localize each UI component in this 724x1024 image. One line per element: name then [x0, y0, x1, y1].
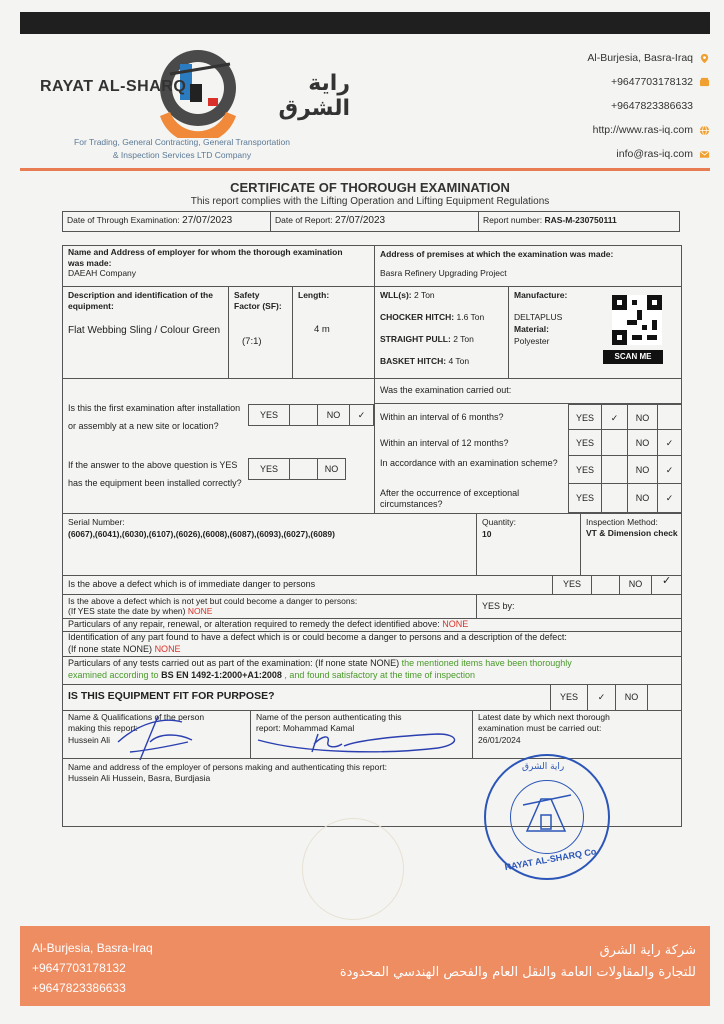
employer-label: Name and Address of employer for whom the thorough examination was made: — [68, 247, 343, 268]
fit-no[interactable]: NO — [616, 684, 648, 710]
divider — [62, 286, 682, 287]
repair-value: NONE — [442, 619, 469, 629]
not-yet-question: Is the above a defect which is not yet but could become a danger to persons: — [68, 596, 358, 606]
quantity-value: 10 — [482, 529, 492, 539]
divider — [374, 245, 375, 378]
contact-email-text[interactable]: info@ras-iq.com — [616, 148, 693, 160]
employer-persons-label: Name and address of the employer of persons making and authenticating this report: — [68, 762, 387, 772]
manufacture-label: Manufacture: — [514, 290, 568, 300]
serial-value: (6067),(6041),(6030),(6107),(6026),(6008),(6087),(6093),(6027),(6089) — [68, 529, 335, 539]
serial-label: Serial Number: — [68, 517, 125, 527]
length-label: Length: — [298, 290, 330, 300]
telephone-icon — [699, 77, 710, 88]
divider — [62, 710, 682, 711]
tests-value-3: , and found satisfactory at the time of inspection — [284, 670, 476, 680]
report-number-value: RAS-M-230750111 — [544, 215, 617, 225]
premises-value: Basra Refinery Upgrading Project — [380, 268, 507, 278]
tests-value-2: examined according to — [68, 670, 159, 680]
repair-row — [68, 619, 468, 630]
identification-value: NONE — [154, 644, 181, 654]
exam-date-value: 27/07/2023 — [182, 215, 233, 226]
divider — [476, 594, 477, 618]
basket-label: BASKET HITCH: — [380, 356, 447, 366]
first-exam-check[interactable]: ✓ — [350, 404, 374, 426]
contact-phone-1-text: +9647703178132 — [610, 76, 693, 88]
certificate-subtitle: This report complies with the Lifting Operation and Lifting Equipment Regulations — [190, 196, 550, 207]
wll-label: WLL(s): — [380, 290, 412, 300]
not-yet-answer — [68, 606, 212, 617]
report-number-label: Report number: — [483, 215, 543, 225]
yes-by-label: YES by: — [482, 601, 515, 611]
fit-yes[interactable]: YES — [550, 684, 588, 710]
divider — [508, 286, 509, 378]
basket-value: 4 Ton — [448, 356, 470, 366]
safety-factor-label: Safety Factor (SF): — [234, 290, 282, 311]
authenticator-label-2: report: — [256, 723, 281, 733]
danger-spacer — [592, 575, 620, 594]
scheme-spacer — [602, 456, 628, 484]
installed-no[interactable]: NO — [318, 458, 346, 480]
divider — [228, 286, 229, 378]
identification-question: Identification of any part found to have a defect which is or could become a danger to persons and a description of the defect: — [68, 632, 567, 642]
logo-text-ar: راية الشرق — [278, 71, 350, 121]
installed-spacer — [290, 458, 318, 480]
scan-me-label: SCAN ME — [603, 350, 663, 364]
inspector-label-2: making this report: — [68, 723, 138, 733]
exam-date-cell — [63, 212, 271, 231]
straight-row — [380, 334, 474, 345]
envelope-icon — [699, 149, 710, 160]
divider — [292, 286, 293, 378]
divider — [472, 710, 473, 758]
scheme-question: In accordance with an examination scheme? — [380, 458, 558, 468]
identification-question-2: (If none state NONE) — [68, 644, 153, 654]
certificate-header-row — [62, 211, 680, 232]
company-tagline — [22, 136, 342, 162]
wll-value: 2 Ton — [414, 290, 435, 300]
certificate-title: CERTIFICATE OF THOROUGH EXAMINATION — [230, 180, 510, 195]
exceptional-spacer — [602, 484, 628, 513]
exceptional-question: After the occurrence of exceptional circumstances? — [380, 488, 520, 509]
contact-email[interactable] — [587, 142, 710, 166]
globe-icon — [699, 125, 710, 136]
inspection-label: Inspection Method: — [586, 517, 658, 527]
stamp-inner-ring — [510, 780, 584, 854]
wll-row — [380, 290, 435, 301]
repair-question: Particulars of any repair, renewal, or alteration required to remedy the defect identified above: — [68, 619, 440, 629]
inspection-value: VT & Dimension check — [586, 528, 678, 538]
contact-phone-2-text: +9647823386633 — [610, 100, 693, 112]
first-exam-no[interactable]: NO — [318, 404, 350, 426]
danger-question: Is the above a defect which is of immediate danger to persons — [68, 579, 316, 589]
logo-text-en: RAYAT AL-SHARQ — [40, 78, 187, 95]
six-months-check[interactable]: ✓ — [602, 404, 628, 430]
divider — [374, 378, 375, 513]
installed-question: If the answer to the above question is YES has the equipment been installed correctly? — [68, 460, 242, 488]
tagline-line-2: & Inspection Services LTD Company — [112, 150, 252, 160]
contact-phone-2 — [587, 94, 710, 118]
tests-standard: BS EN 1492-1:2000+A1:2008 — [161, 670, 282, 680]
stamp-text: RAYAT AL-SHARQ Co. — [503, 845, 600, 873]
six-months-question: Within an interval of 6 months? — [380, 412, 504, 422]
fit-for-purpose-question: IS THIS EQUIPMENT FIT FOR PURPOSE? — [68, 690, 275, 702]
exam-carried-out-label: Was the examination carried out: — [380, 385, 512, 395]
danger-check[interactable]: ✓ — [662, 575, 672, 587]
straight-label: STRAIGHT PULL: — [380, 334, 451, 344]
material-value: Polyester — [514, 336, 550, 346]
identification-answer — [68, 644, 181, 655]
exceptional-check[interactable]: ✓ — [658, 484, 682, 513]
company-stamp — [484, 754, 610, 880]
basket-row — [380, 356, 469, 367]
divider — [62, 378, 682, 379]
inspector-value: Hussein Ali — [68, 735, 111, 745]
footer-band — [20, 926, 710, 1006]
equipment-value: Flat Webbing Sling / Colour Green — [68, 325, 221, 336]
tests-question: Particulars of any tests carried out as part of the examination: (If none state NONE) — [68, 658, 400, 668]
footer-address: Al-Burjesia, Basra-Iraq — [32, 941, 153, 955]
top-bar — [20, 12, 710, 34]
exceptional-no[interactable]: NO — [628, 484, 658, 513]
divider — [62, 656, 682, 657]
six-months-no[interactable]: NO — [628, 404, 658, 430]
straight-value: 2 Ton — [453, 334, 474, 344]
footer-company-name-ar: شركة راية الشرق — [599, 943, 696, 958]
safety-factor-value: (7:1) — [242, 336, 262, 347]
manufacture-value: DELTAPLUS — [514, 312, 563, 322]
footer-phone-2: +9647823386633 — [32, 981, 126, 995]
tagline-line-1: For Trading, General Contracting, General Transportation — [74, 137, 290, 147]
footer-company-ar — [340, 940, 696, 984]
employer-persons-value: Hussein Ali Hussein, Basra, Burdjasia — [68, 773, 211, 783]
contact-website[interactable] — [587, 118, 710, 142]
authenticator-signature-icon — [248, 716, 468, 760]
divider — [62, 594, 682, 595]
next-exam-label-1: Latest date by which next thorough — [478, 712, 610, 722]
exam-date-label: Date of Through Examination: — [67, 215, 180, 225]
first-exam-question: Is this the first examination after installation or assembly at a new site or location? — [68, 403, 241, 431]
location-pin-icon — [699, 53, 710, 64]
six-months-yes[interactable]: YES — [568, 404, 602, 430]
twelve-months-no[interactable]: NO — [628, 430, 658, 456]
first-exam-spacer — [290, 404, 318, 426]
premises-label: Address of premises at which the examination was made: — [380, 249, 614, 259]
choker-label: CHOCKER HITCH: — [380, 312, 455, 322]
danger-yes[interactable]: YES — [552, 575, 592, 594]
twelve-months-question: Within an interval of 12 months? — [380, 438, 509, 448]
twelve-months-check[interactable]: ✓ — [658, 430, 682, 456]
six-months-spacer — [658, 404, 682, 430]
qr-code-icon[interactable] — [612, 295, 662, 345]
contact-phone-1 — [587, 70, 710, 94]
installed-yes[interactable]: YES — [248, 458, 290, 480]
authenticator-label-1: Name of the person authenticating this — [256, 712, 402, 722]
divider — [476, 513, 477, 575]
report-number-cell — [479, 212, 679, 231]
quantity-label: Quantity: — [482, 517, 517, 527]
twelve-months-yes[interactable]: YES — [568, 430, 602, 456]
next-exam-label-2: examination must be carried out: — [478, 723, 602, 733]
twelve-months-spacer — [602, 430, 628, 456]
inspector-label-1: Name & Qualifications of the person — [68, 712, 205, 722]
contact-address — [587, 46, 710, 70]
footer-contact — [32, 938, 153, 998]
length-value: 4 m — [314, 324, 330, 335]
divider — [62, 758, 682, 759]
material-label: Material: — [514, 324, 549, 334]
report-date-label: Date of Report: — [275, 215, 333, 225]
stamp-emblem-icon — [511, 781, 583, 853]
header-divider — [20, 168, 710, 171]
choker-value: 1.6 Ton — [456, 312, 485, 322]
equipment-label: Description and identification of the equipment: — [68, 290, 213, 311]
scheme-yes[interactable]: YES — [568, 456, 602, 484]
divider — [580, 513, 581, 575]
choker-row — [380, 312, 484, 323]
stamp-arabic-text: راية الشرق — [522, 762, 565, 772]
not-yet-value: NONE — [187, 606, 213, 616]
report-date-value: 27/07/2023 — [335, 215, 386, 226]
authenticator-value: Mohammad Kamal — [282, 723, 355, 733]
tests-value-1: the mentioned items have been thoroughly — [401, 658, 572, 668]
footer-phone-1: +9647703178132 — [32, 961, 126, 975]
not-yet-question-2: (If YES state the date by when) — [68, 606, 186, 616]
tests-row-2 — [68, 670, 475, 681]
report-date-cell — [271, 212, 479, 231]
exceptional-yes[interactable]: YES — [568, 484, 602, 513]
fit-check[interactable]: ✓ — [588, 684, 616, 710]
scheme-no[interactable]: NO — [628, 456, 658, 484]
company-logo — [30, 38, 350, 138]
contact-address-text: Al-Burjesia, Basra-Iraq — [587, 52, 693, 64]
scheme-check[interactable]: ✓ — [658, 456, 682, 484]
next-exam-value: 26/01/2024 — [478, 735, 521, 745]
first-exam-yes[interactable]: YES — [248, 404, 290, 426]
contact-block — [587, 46, 710, 166]
divider — [62, 513, 682, 514]
tests-row-1 — [68, 658, 572, 669]
faint-stamp-mark — [302, 818, 404, 920]
employer-value: DAEAH Company — [68, 268, 137, 278]
danger-no[interactable]: NO — [620, 575, 652, 594]
footer-services-ar: للتجارة والمقاولات العامة والنقل العام والفحص الهندسي المحدودة — [339, 965, 696, 980]
contact-website-text[interactable]: http://www.ras-iq.com — [592, 124, 693, 136]
